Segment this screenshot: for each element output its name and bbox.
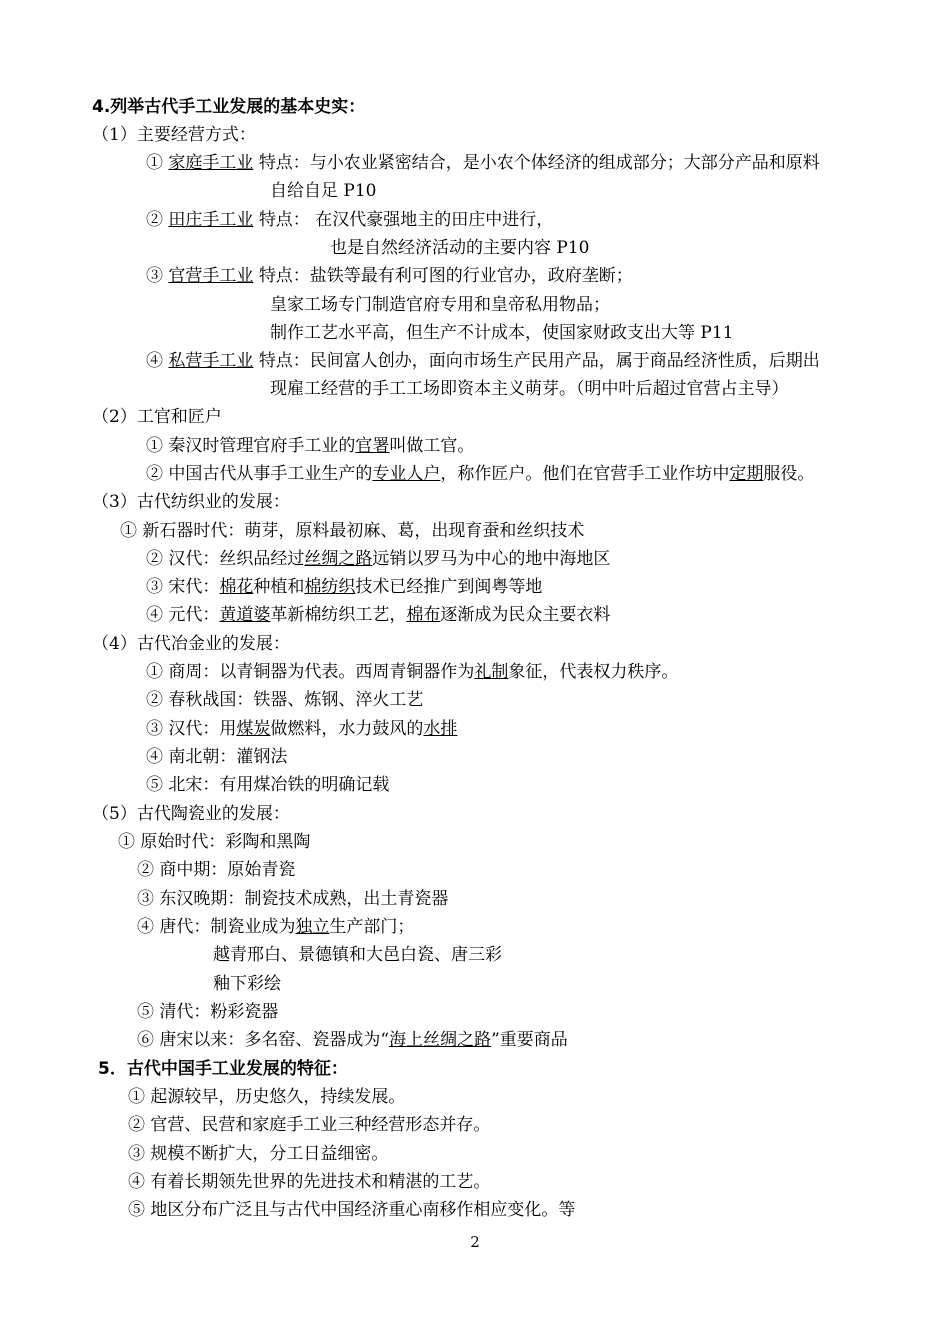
underlined-term: 棉花 xyxy=(219,577,254,597)
underlined-term: 官营手工业 xyxy=(168,266,254,286)
section-4-1-heading: （1）主要经营方式： xyxy=(92,125,256,145)
item-ceramic-primitive: ① 原始时代：彩陶和黑陶 xyxy=(118,832,311,852)
item-jianghu: ② 中国古代从事手工业生产的专业人户，称作匠户。他们在官营手工业作坊中定期服役。 xyxy=(146,464,815,484)
item-household-handicraft: ① 家庭手工业 特点：与小农业紧密结合，是小农个体经济的组成部分；大部分产品和原料 xyxy=(146,153,820,173)
item-ceramic-tang: ④ 唐代：制瓷业成为独立生产部门； xyxy=(137,917,415,937)
item-textile-han: ② 汉代：丝织品经过丝绸之路远销以罗马为中心的地中海地区 xyxy=(146,549,611,569)
feature-item: ② 官营、民营和家庭手工业三种经营形态并存。 xyxy=(128,1115,491,1135)
item-ceramic-donghan: ③ 东汉晚期：制瓷技术成熟，出土青瓷器 xyxy=(137,889,449,909)
underlined-term: 专业人户 xyxy=(372,464,441,484)
underlined-term: 礼制 xyxy=(474,662,509,682)
item-metal-chunqiu: ② 春秋战国：铁器、炼钢、淬火工艺 xyxy=(146,690,424,710)
section-4-5-heading: （5）古代陶瓷业的发展： xyxy=(92,804,290,824)
item-metal-beisong: ⑤ 北宋：有用煤冶铁的明确记载 xyxy=(146,775,390,795)
item-official-handicraft: ③ 官营手工业 特点：盐铁等最有利可图的行业官办，政府垄断； xyxy=(146,266,633,286)
underlined-term: 独立 xyxy=(295,917,330,937)
underlined-term: 黄道婆 xyxy=(219,605,271,625)
item-private-handicraft: ④ 私营手工业 特点：民间富人创办，面向市场生产民用产品，属于商品经济性质，后期出 xyxy=(146,351,820,371)
item-textile-yuan: ④ 元代：黄道婆革新棉纺织工艺，棉布逐渐成为民众主要衣料 xyxy=(146,605,611,625)
item-ceramic-shang: ② 商中期：原始青瓷 xyxy=(137,860,296,880)
item-gongguan: ① 秦汉时管理官府手工业的官署叫做工官。 xyxy=(146,436,475,456)
item-private-cont: 现雇工经营的手工工场即资本主义萌芽。（明中叶后超过官营占主导） xyxy=(270,379,789,399)
item-metal-han: ③ 汉代：用煤炭做燃料，水力鼓风的水排 xyxy=(146,719,458,739)
item-ceramic-qing: ⑤ 清代：粉彩瓷器 xyxy=(137,1002,279,1022)
section-4-2-heading: （2）工官和匠户 xyxy=(92,407,222,427)
underlined-term: 棉布 xyxy=(406,605,441,625)
section-4-4-heading: （4）古代冶金业的发展： xyxy=(92,634,290,654)
underlined-term: 水排 xyxy=(423,719,458,739)
feature-item: ④ 有着长期领先世界的先进技术和精湛的工艺。 xyxy=(128,1172,491,1192)
item-metal-shangzhou: ① 商周：以青铜器为代表。西周青铜器作为礼制象征，代表权力秩序。 xyxy=(146,662,679,682)
underlined-term: 田庄手工业 xyxy=(168,210,254,230)
feature-item: ③ 规模不断扩大，分工日益细密。 xyxy=(128,1144,389,1164)
underlined-term: 家庭手工业 xyxy=(168,153,254,173)
item-ceramic-tang-cont-1: 越青邢白、景德镇和大邑白瓷、唐三彩 xyxy=(213,945,502,965)
item-household-cont: 自给自足 P10 xyxy=(270,181,377,201)
feature-item: ① 起源较早，历史悠久，持续发展。 xyxy=(128,1087,406,1107)
underlined-term: 煤炭 xyxy=(236,719,271,739)
item-ceramic-tang-cont-2: 釉下彩绘 xyxy=(213,974,281,994)
section-5-title: 5．古代中国手工业发展的特征： xyxy=(98,1059,348,1079)
item-textile-neolithic: ① 新石器时代：萌芽，原料最初麻、葛，出现育蚕和丝织技术 xyxy=(120,521,585,541)
item-manor-cont: 也是自然经济活动的主要内容 P10 xyxy=(330,238,590,258)
underlined-term: 私营手工业 xyxy=(168,351,254,371)
item-ceramic-tangsong: ⑥ 唐宋以来：多名窑、瓷器成为“海上丝绸之路”重要商品 xyxy=(137,1030,568,1050)
item-textile-song: ③ 宋代：棉花种植和棉纺织技术已经推广到闽粤等地 xyxy=(146,577,543,597)
feature-item: ⑤ 地区分布广泛且与古代中国经济重心南移作相应变化。等 xyxy=(128,1200,576,1220)
section-4-title: 4.列举古代手工业发展的基本史实： xyxy=(92,97,366,117)
section-4-3-heading: （3）古代纺织业的发展： xyxy=(92,492,290,512)
item-manor-handicraft: ② 田庄手工业 特点： 在汉代豪强地主的田庄中进行， xyxy=(146,210,554,230)
underlined-term: 定期 xyxy=(729,464,764,484)
underlined-term: 官署 xyxy=(355,436,390,456)
item-official-cont-2: 制作工艺水平高，但生产不计成本，使国家财政支出大等 P11 xyxy=(270,323,734,343)
underlined-term: 海上丝绸之路 xyxy=(389,1030,492,1050)
underlined-term: 丝绸之路 xyxy=(304,549,373,569)
underlined-term: 棉纺织 xyxy=(304,577,356,597)
item-official-cont-1: 皇家工场专门制造官府专用和皇帝私用物品； xyxy=(270,295,610,315)
item-metal-nanbei: ④ 南北朝：灌钢法 xyxy=(146,747,288,767)
page-number: 2 xyxy=(470,1233,480,1251)
